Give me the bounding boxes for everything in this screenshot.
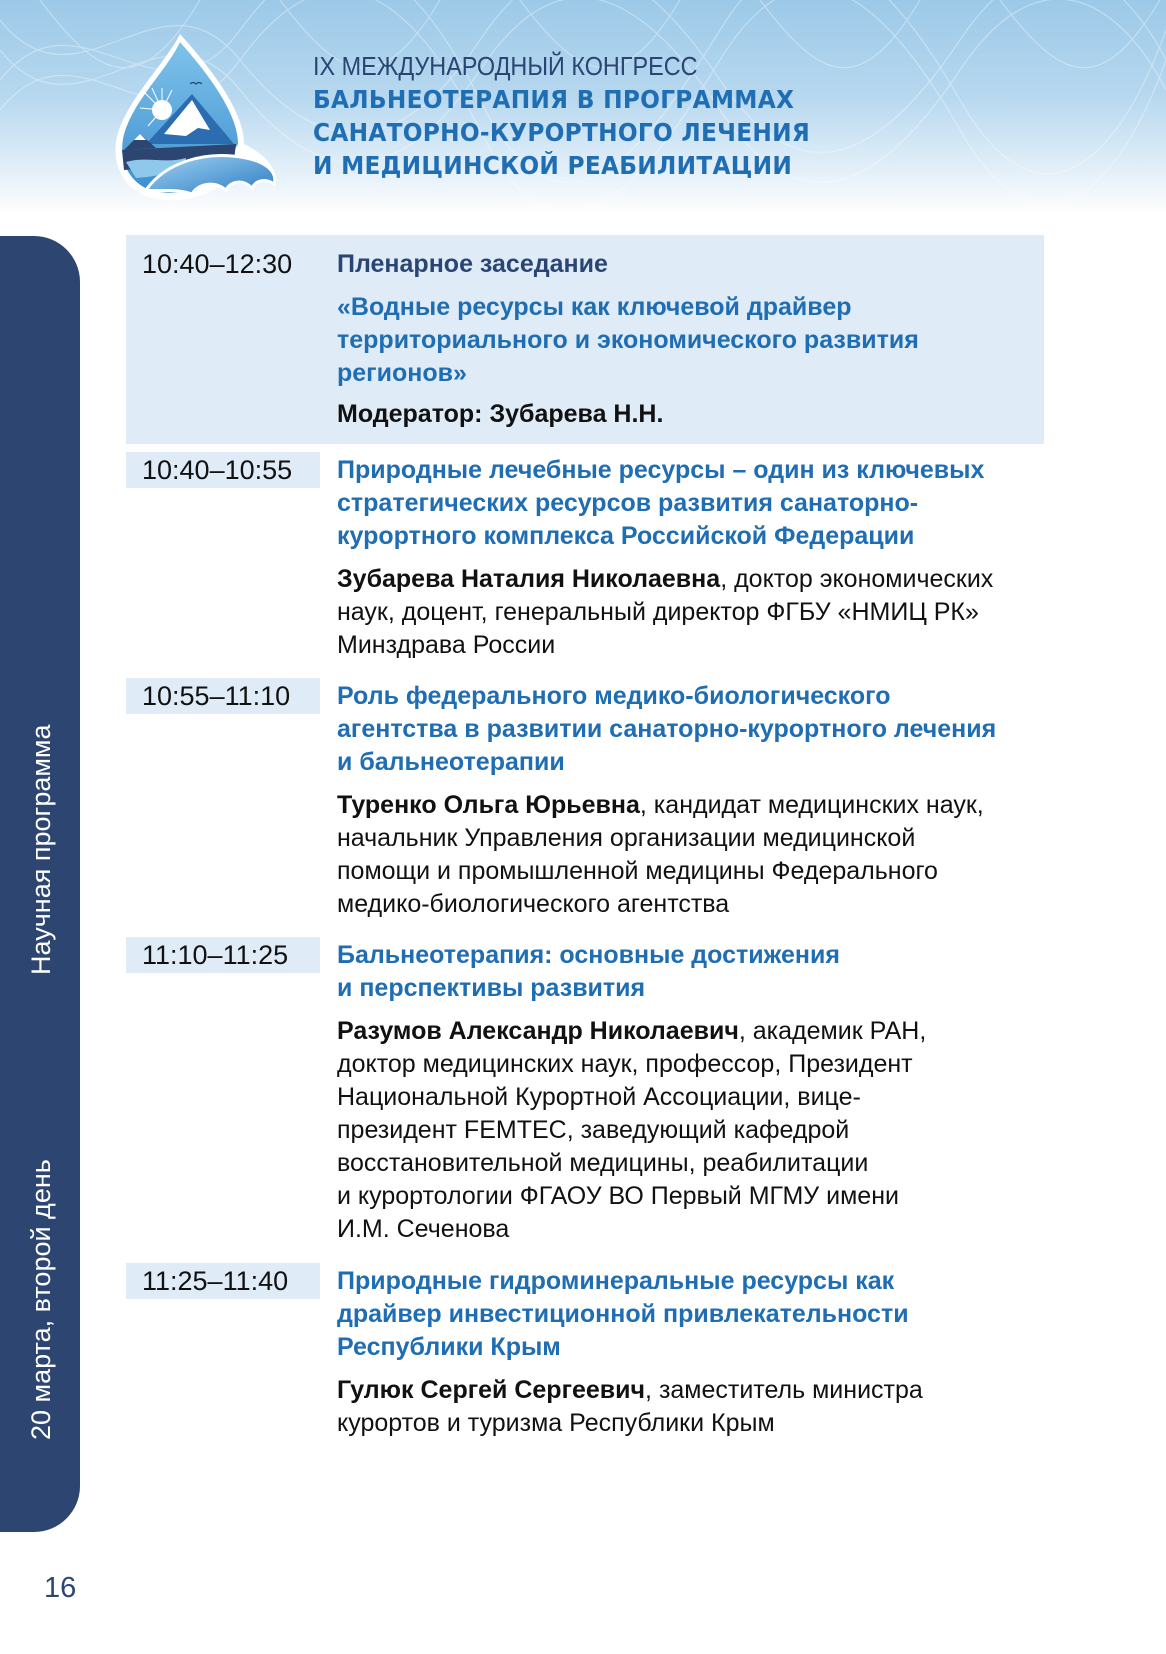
congress-title — [313, 50, 848, 182]
talk-title — [337, 1265, 1057, 1364]
talk-time: 11:10–11:25 — [126, 937, 320, 973]
bio-line: помощи и промышленной медицины Федерального — [337, 857, 938, 885]
talk-title-line: и бальнеотерапии — [337, 748, 565, 776]
page-header — [0, 0, 1166, 215]
bio-line: наук, доцент, генеральный директор ФГБУ «НМИЦ РК» — [337, 598, 979, 626]
speaker-bio — [337, 563, 1057, 662]
talk-title — [337, 680, 1057, 779]
sidebar-date-label: 20 марта, второй день — [26, 1159, 56, 1440]
speaker-name: Зубарева Наталия Николаевна — [337, 565, 721, 593]
talk-item — [337, 939, 1057, 1246]
speaker-bio — [337, 1015, 1057, 1246]
speaker-name: Разумов Александр Николаевич — [337, 1017, 739, 1045]
plenary-theme-line: регионов» — [337, 359, 467, 387]
speaker-bio — [337, 1374, 1057, 1440]
talk-item — [337, 1265, 1057, 1440]
congress-title-line: САНАТОРНО-КУРОРТНОГО ЛЕЧЕНИЯ — [313, 118, 811, 147]
talk-title — [337, 939, 1057, 1005]
talk-title-line: и перспективы развития — [337, 974, 646, 1002]
plenary-theme — [337, 291, 1057, 390]
bio-line: Минздрава России — [337, 631, 556, 659]
talk-time: 10:40–10:55 — [126, 452, 320, 488]
talk-item — [337, 680, 1057, 921]
bio-line: И.М. Сеченова — [337, 1215, 510, 1243]
speaker-bio — [337, 789, 1057, 921]
plenary-theme-line: территориального и экономического развития — [337, 326, 919, 354]
page-number: 16 — [44, 1572, 77, 1604]
talk-title-line: Бальнеотерапия: основные достижения — [337, 941, 840, 969]
talk-time: 11:25–11:40 — [126, 1263, 320, 1299]
bio-line: , заместитель министра — [645, 1376, 923, 1404]
bio-line: курортов и туризма Республики Крым — [337, 1409, 775, 1437]
speaker-name: Гулюк Сергей Сергеевич — [337, 1376, 646, 1404]
bio-line: и курортологии ФГАОУ ВО Первый МГМУ имени — [337, 1182, 899, 1210]
talk-item — [337, 454, 1057, 662]
talk-time: 10:55–11:10 — [126, 678, 320, 714]
bio-line: Национальной Курортной Ассоциации, вице- — [337, 1083, 861, 1111]
congress-title-line: БАЛЬНЕОТЕРАПИЯ В ПРОГРАММАХ — [313, 85, 795, 114]
talk-title-line: драйвер инвестиционной привлекательности — [337, 1300, 909, 1328]
bio-line: доктор медицинских наук, профессор, Президент — [337, 1050, 913, 1078]
bio-line: начальник Управления организации медицинской — [337, 824, 916, 852]
talk-title-line: Природные лечебные ресурсы – один из ключевых — [337, 456, 985, 484]
water-drop-mountain-logo — [106, 32, 282, 204]
talk-title-line: агентства в развитии санаторно-курортного лечения — [337, 715, 997, 743]
sidebar-section-label: Научная программа — [26, 724, 56, 975]
bio-line: , доктор экономических — [720, 565, 994, 593]
moderator: Модератор: Зубарева Н.Н. — [337, 400, 664, 428]
talk-title-line: Природные гидроминеральные ресурсы как — [337, 1267, 895, 1295]
bio-line: медико-биологического агентства — [337, 890, 730, 918]
plenary-theme-line: «Водные ресурсы как ключевой драйвер — [337, 293, 852, 321]
plenary-label: Пленарное заседание — [337, 250, 608, 278]
congress-edition: IX МЕЖДУНАРОДНЫЙ КОНГРЕСС — [313, 51, 698, 81]
plenary-content — [337, 248, 1057, 431]
speaker-name: Туренко Ольга Юрьевна — [337, 791, 640, 819]
talk-title-line: стратегических ресурсов развития санаторно- — [337, 489, 919, 517]
bio-line: , кандидат медицинских наук, — [639, 791, 984, 819]
talk-title-line: Роль федерального медико-биологического — [337, 682, 891, 710]
plenary-time: 10:40–12:30 — [142, 249, 293, 279]
talk-title — [337, 454, 1057, 553]
talk-title-line: Республики Крым — [337, 1333, 561, 1361]
talk-title-line: курортного комплекса Российской Федерации — [337, 522, 915, 550]
bio-line: президент FEMTEC, заведующий кафедрой — [337, 1116, 850, 1144]
congress-title-line: И МЕДИЦИНСКОЙ РЕАБИЛИТАЦИИ — [313, 151, 793, 180]
bio-line: восстановительной медицины, реабилитации — [337, 1149, 869, 1177]
bio-line: , академик РАН, — [738, 1017, 927, 1045]
